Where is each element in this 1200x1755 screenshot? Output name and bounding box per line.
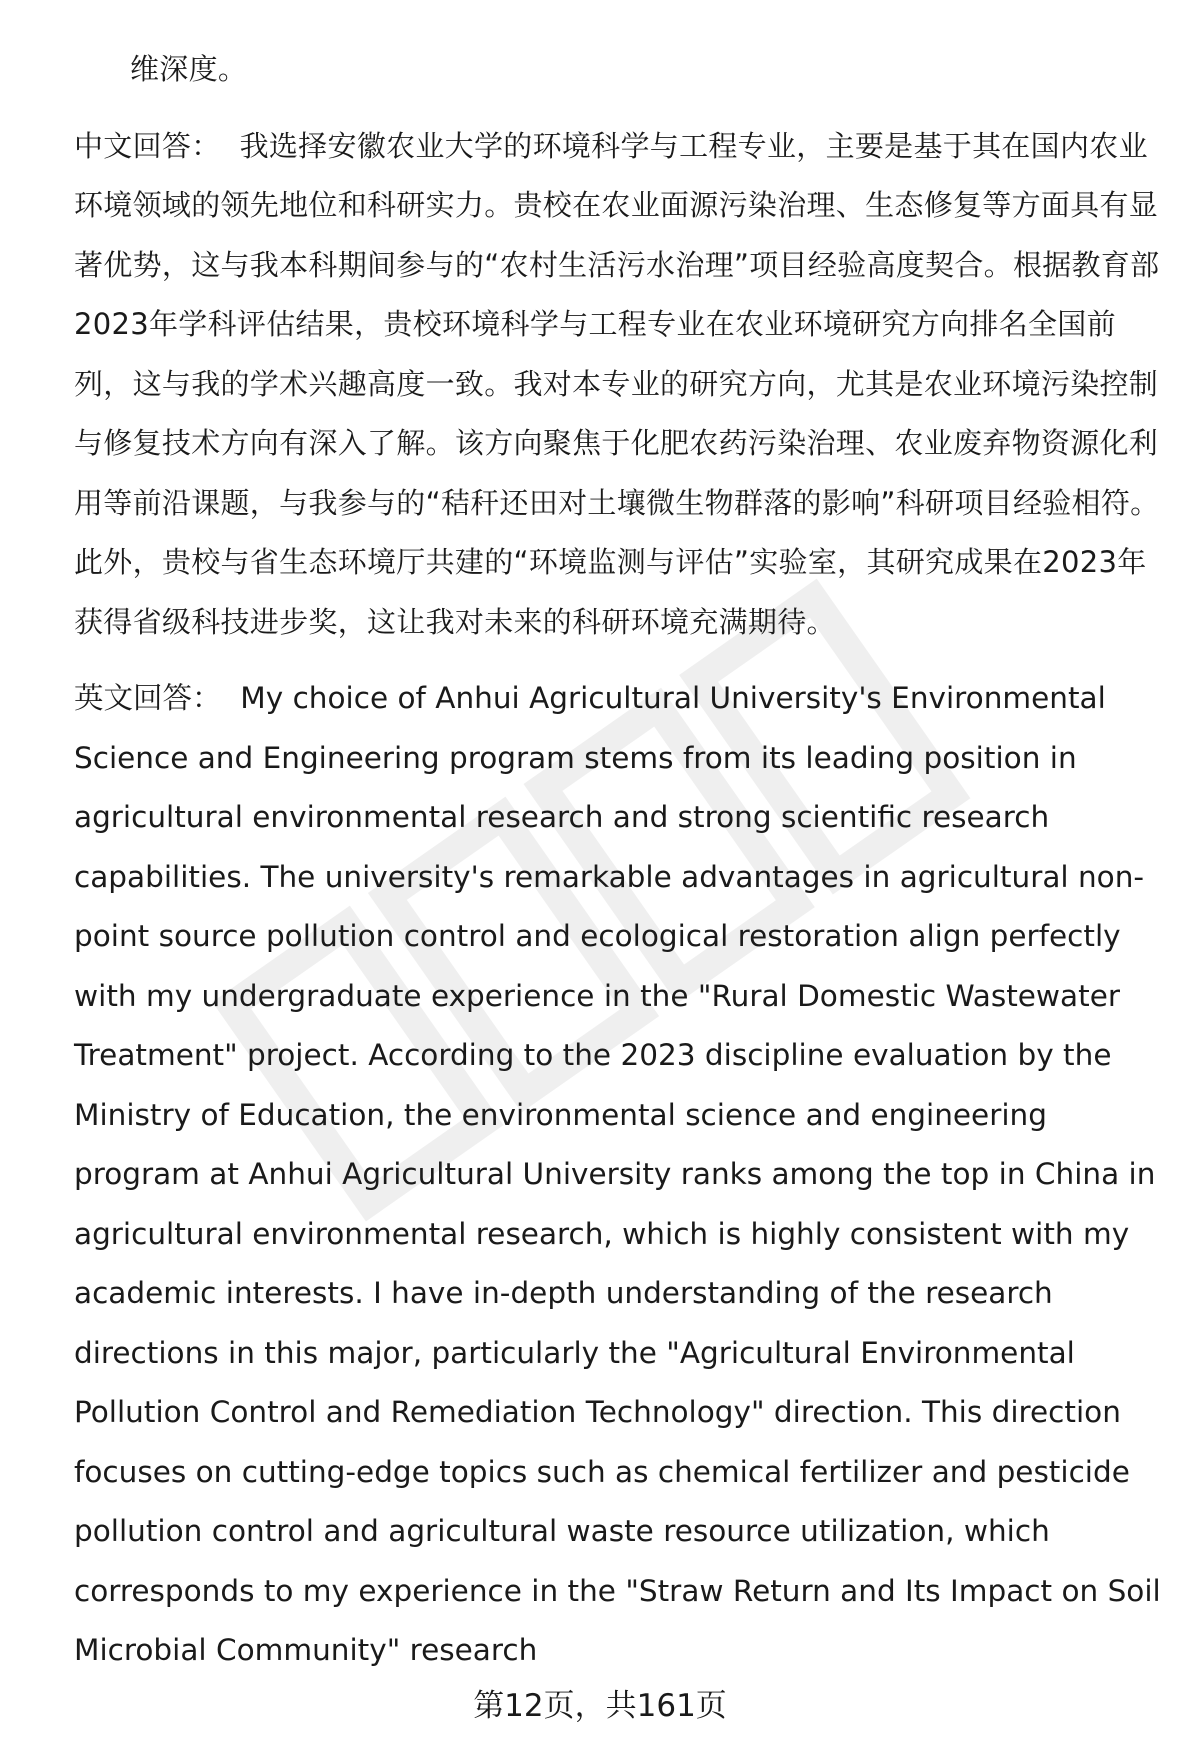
cn-answer-paragraph (74, 117, 1164, 653)
cn-answer-label: 中文回答： (74, 128, 221, 163)
continuation-text: 维深度。 (130, 52, 248, 86)
en-answer-paragraph (74, 669, 1164, 1681)
cn-answer-text: 我选择安徽农业大学的环境科学与工程专业，主要是基于其在国内农业环境领域的领先地位和科研实力。贵校在农业面源污染治理、生态修复等方面具有显著优势，这与我本科期间参与的“农村生活污水治理”项目经验高度契合。根据教育部2023年学科评估结果，贵校环境科学与工程专业在农业环境研究方向排名全国前列，这与我的学术兴趣高度一致。我对本专业的研究方向，尤其是农业环境污染控制与修复技术方向有深入了解。该方向聚焦于化肥农药污染治理、农业废弃物资源化利用等前沿课题，与我参与的“秸秆还田对土壤微生物群落的影响”科研项目经验相符。此外，贵校与省生态环境厅共建的“环境监测与评估”实验室，其研究成果在2023年获得省级科技进步奖，这让我对未来的科研环境充满期待。 (74, 128, 1160, 639)
en-answer-text: My choice of Anhui Agricultural University's Environmental Science and Engineering program stems from its leading position in agricultural environmental research and strong scientific research capabilities. The university's remarkable advantages in agricultural non-point source pollution control and ecological restoration align perfectly with my undergraduate experience in the "Rural Domestic Wastewater Treatment" project. According to the 2023 discipline evaluation by the Ministry of Education, the environmental science and engineering program at Anhui Agricultural University ranks among the top in China in agricultural environmental research, which is highly consistent with my academic interests. I have in-depth understanding of the research directions in this major, particularly the "Agricultural Environmental Pollution Control and Remediation Technology" direction. This direction focuses on cutting-edge topics such as chemical fertilizer and pesticide pollution control and agricultural waste resource utilization, which corresponds to my experience in the "Straw Return and Its Impact on Soil Microbial Community" research (74, 681, 1161, 1667)
document-body (74, 40, 1164, 1681)
page-footer: 第12页，共161页 (473, 1688, 727, 1724)
en-answer-label: 英文回答： (74, 681, 222, 715)
